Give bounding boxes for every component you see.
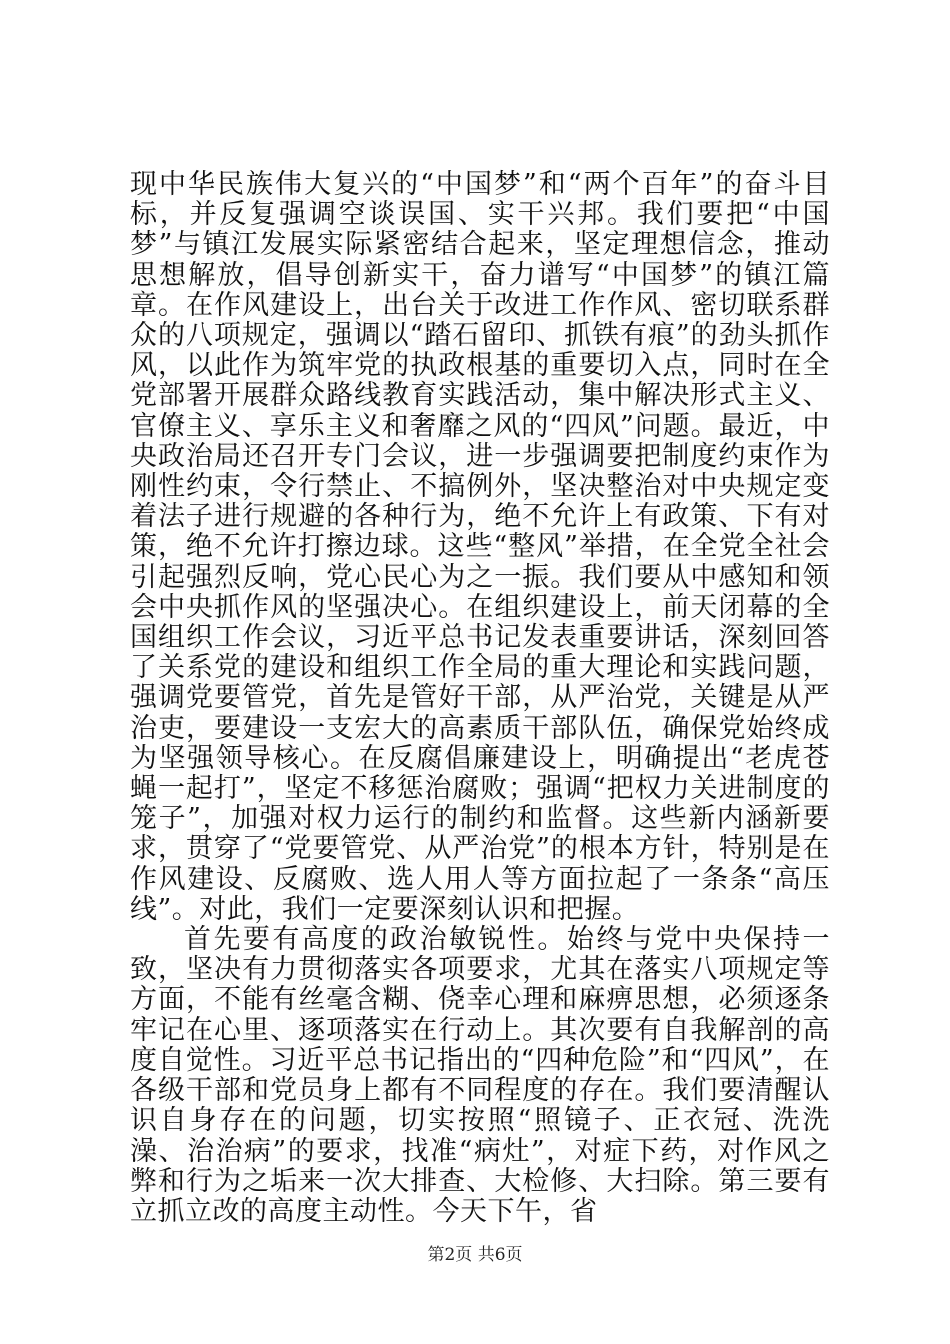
document-body [130, 170, 830, 1227]
page-footer: 第2页 共6页 [427, 1245, 523, 1265]
paragraph-1: 现中华民族伟大复兴的“中国梦”和“两个百年”的奋斗目标，并反复强调空谈误国、实干兴邦。我们要把“中国梦”与镇江发展实际紧密结合起来，坚定理想信念，推动思想解放，倡导创新实干，奋力谱写“中国梦”的镇江篇章。在作风建设上，出台关于改进工作作风、密切联系群众的八项规定，强调以“踏石留印、抓铁有痕”的劲头抓作风，以此作为筑牢党的执政根基的重要切入点，同时在全党部署开展群众路线教育实践活动，集中解决形式主义、官僚主义、享乐主义和奢靡之风的“四风”问题。最近，中央政治局还召开专门会议，进一步强调要把制度约束作为刚性约束，令行禁止、不搞例外，坚决整治对中央规定变着法子进行规避的各种行为，绝不允许上有政策、下有对策，绝不允许打擦边球。这些“整风”举措，在全党全社会引起强烈反响，党心民心为之一振。我们要从中感知和领会中央抓作风的坚强决心。在组织建设上，前天闭幕的全国组织工作会议，习近平总书记发表重要讲话，深刻回答了关系党的建设和组织工作全局的重大理论和实践问题，强调党要管党，首先是管好干部，从严治党，关键是从严治吏，要建设一支宏大的高素质干部队伍，确保党始终成为坚强领导核心。在反腐倡廉建设上，明确提出“老虎苍蝇一起打”，坚定不移惩治腐败；强调“把权力关进制度的笼子”，加强对权力运行的制约和监督。这些新内涵新要求，贯穿了“党要管党、从严治党”的根本方针，特别是在作风建设、反腐败、选人用人等方面拉起了一条条“高压线”。对此，我们一定要深刻认识和把握。 [130, 169, 830, 925]
paragraph-2: 首先要有高度的政治敏锐性。始终与党中央保持一致，坚决有力贯彻落实各项要求，尤其在落实八项规定等方面，不能有丝毫含糊、侥幸心理和麻痹思想，必须逐条牢记在心里、逐项落实在行动上。其次要有自我解剖的高度自觉性。习近平总书记指出的“四种危险”和“四风”，在各级干部和党员身上都有不同程度的存在。我们要清醒认识自身存在的问题，切实按照“照镜子、正衣冠、洗洗澡、治治病”的要求，找准“病灶”，对症下药，对作风之弊和行为之垢来一次大排查、大检修、大扫除。第三要有立抓立改的高度主动性。今天下午，省 [130, 924, 830, 1227]
